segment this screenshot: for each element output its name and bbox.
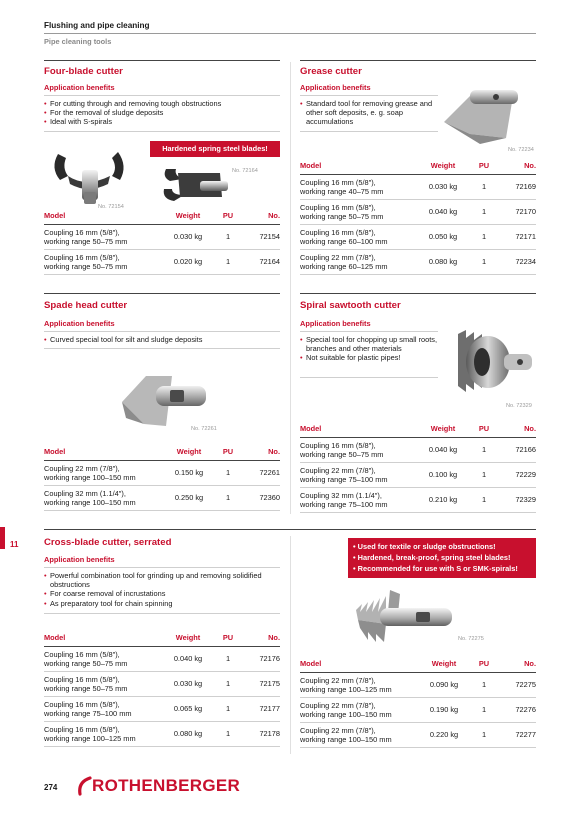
pu-cell: 1 bbox=[472, 462, 496, 487]
weight-cell: 0.040 kg bbox=[160, 646, 216, 671]
spade-title: Spade head cutter bbox=[44, 300, 128, 311]
pu-cell: 1 bbox=[216, 671, 240, 696]
cross-table-left bbox=[44, 630, 280, 747]
model-line: Coupling 32 mm (1.1/4″), bbox=[44, 488, 126, 498]
table-row bbox=[44, 460, 280, 485]
pu-cell: 1 bbox=[472, 249, 496, 274]
table-row bbox=[300, 174, 536, 199]
page-number: 274 bbox=[44, 783, 58, 792]
weight-cell: 0.030 kg bbox=[160, 224, 216, 249]
image-label: No. 72275 bbox=[458, 636, 484, 642]
article-number-cell: 72171 bbox=[496, 224, 536, 249]
article-number-cell: 72177 bbox=[240, 696, 280, 721]
weight-cell: 0.090 kg bbox=[416, 672, 472, 697]
col-weight: Weight bbox=[414, 158, 472, 174]
model-line: Coupling 16 mm (5/8″), bbox=[44, 649, 120, 659]
divider bbox=[300, 377, 438, 378]
column-separator bbox=[290, 62, 291, 514]
image-label: No. 72164 bbox=[232, 168, 258, 174]
brand-logo: ROTHENBERGER bbox=[92, 776, 241, 795]
col-model: Model bbox=[44, 630, 160, 646]
chapter-marker bbox=[0, 527, 5, 549]
table-row bbox=[44, 721, 280, 746]
model-line: working range 100–150 mm bbox=[300, 709, 392, 719]
table-header-row bbox=[44, 208, 280, 224]
col-pu: PU bbox=[216, 208, 240, 224]
weight-cell: 0.150 kg bbox=[162, 460, 216, 485]
table-header-row bbox=[300, 421, 536, 437]
weight-cell: 0.190 kg bbox=[416, 697, 472, 722]
pu-cell: 1 bbox=[472, 199, 496, 224]
article-number-cell: 72166 bbox=[496, 437, 536, 462]
article-number-cell: 72178 bbox=[240, 721, 280, 746]
image-label: No. 72154 bbox=[98, 204, 124, 210]
brand-logo-icon bbox=[74, 776, 94, 796]
col-no: No. bbox=[496, 656, 536, 672]
table-header-row bbox=[300, 158, 536, 174]
spade-benefits-heading: Application benefits bbox=[44, 319, 115, 328]
model-line: Coupling 16 mm (5/8″), bbox=[44, 674, 120, 684]
model-line: working range 40–75 mm bbox=[300, 186, 384, 196]
divider bbox=[44, 95, 280, 96]
model-line: working range 100–125 mm bbox=[300, 684, 392, 694]
model-line: working range 60–100 mm bbox=[300, 236, 388, 246]
benefit-item: • For cutting through and removing tough obstructions bbox=[44, 99, 280, 108]
benefit-item: • Standard tool for removing grease and other soft deposits, e. g. soap accumulations bbox=[300, 99, 440, 127]
pu-cell: 1 bbox=[472, 672, 496, 697]
weight-cell: 0.220 kg bbox=[416, 722, 472, 747]
section-rule bbox=[44, 293, 280, 294]
model-line: working range 60–125 mm bbox=[300, 261, 388, 271]
cross-benefits bbox=[44, 571, 284, 608]
column-separator bbox=[290, 536, 291, 754]
col-no: No. bbox=[240, 444, 280, 460]
pu-cell: 1 bbox=[216, 696, 240, 721]
spiral-table bbox=[300, 421, 536, 513]
table-row bbox=[300, 199, 536, 224]
table-row bbox=[300, 462, 536, 487]
table-row bbox=[300, 224, 536, 249]
col-pu: PU bbox=[472, 656, 496, 672]
badge-line: • Used for textile or sludge obstructions! bbox=[353, 542, 496, 551]
table-row bbox=[300, 487, 536, 512]
model-line: Coupling 16 mm (5/8″), bbox=[300, 440, 376, 450]
model-line: Coupling 22 mm (7/8″), bbox=[300, 725, 376, 735]
spade-head-cutter-image bbox=[116, 368, 212, 430]
col-weight: Weight bbox=[416, 656, 472, 672]
article-number-cell: 72261 bbox=[240, 460, 280, 485]
model-line: Coupling 16 mm (5/8″), bbox=[300, 227, 376, 237]
weight-cell: 0.100 kg bbox=[414, 462, 472, 487]
section-rule bbox=[300, 60, 536, 61]
spiral-benefits-heading: Application benefits bbox=[300, 319, 371, 328]
col-no: No. bbox=[240, 208, 280, 224]
article-number-cell: 72229 bbox=[496, 462, 536, 487]
pu-cell: 1 bbox=[216, 249, 240, 274]
model-line: working range 50–75 mm bbox=[300, 449, 384, 459]
section-header-title: Flushing and pipe cleaning bbox=[44, 21, 150, 30]
badge-line: • Hardened, break-proof, spring steel blades! bbox=[353, 553, 511, 562]
pu-cell: 1 bbox=[472, 174, 496, 199]
grease-benefits-heading: Application benefits bbox=[300, 83, 371, 92]
weight-cell: 0.030 kg bbox=[160, 671, 216, 696]
four-blade-title: Four-blade cutter bbox=[44, 66, 123, 77]
pu-cell: 1 bbox=[216, 224, 240, 249]
weight-cell: 0.065 kg bbox=[160, 696, 216, 721]
model-line: working range 50–75 mm bbox=[44, 261, 128, 271]
divider bbox=[44, 613, 280, 614]
article-number-cell: 72169 bbox=[496, 174, 536, 199]
col-pu: PU bbox=[216, 444, 240, 460]
article-number-cell: 72275 bbox=[496, 672, 536, 697]
model-line: working range 100–150 mm bbox=[44, 497, 136, 507]
pu-cell: 1 bbox=[472, 437, 496, 462]
weight-cell: 0.020 kg bbox=[160, 249, 216, 274]
image-label: No. 72261 bbox=[191, 426, 217, 432]
article-number-cell: 72175 bbox=[240, 671, 280, 696]
hardened-blades-badge: Hardened spring steel blades! bbox=[150, 141, 280, 157]
four-blade-cutter-alt-image bbox=[160, 163, 232, 209]
model-line: Coupling 16 mm (5/8″), bbox=[44, 227, 120, 237]
table-row bbox=[300, 722, 536, 747]
model-line: working range 50–75 mm bbox=[44, 236, 128, 246]
pu-cell: 1 bbox=[472, 487, 496, 512]
weight-cell: 0.080 kg bbox=[414, 249, 472, 274]
col-pu: PU bbox=[216, 630, 240, 646]
model-line: working range 100–150 mm bbox=[44, 472, 136, 482]
model-line: Coupling 16 mm (5/8″), bbox=[44, 724, 120, 734]
article-number-cell: 72164 bbox=[240, 249, 280, 274]
section-rule bbox=[44, 60, 280, 61]
article-number-cell: 72234 bbox=[496, 249, 536, 274]
model-line: Coupling 22 mm (7/8″), bbox=[300, 675, 376, 685]
table-header-row bbox=[300, 656, 536, 672]
section-rule bbox=[44, 529, 536, 530]
divider bbox=[300, 95, 438, 96]
model-line: working range 100–125 mm bbox=[44, 733, 136, 743]
model-line: Coupling 16 mm (5/8″), bbox=[300, 177, 376, 187]
spade-table bbox=[44, 444, 280, 511]
article-number-cell: 72329 bbox=[496, 487, 536, 512]
table-row bbox=[44, 646, 280, 671]
benefit-item: • Powerful combination tool for grinding up and removing solidified obstructions bbox=[44, 571, 284, 589]
article-number-cell: 72176 bbox=[240, 646, 280, 671]
section-rule bbox=[300, 293, 536, 294]
benefit-item: • For coarse removal of incrustations bbox=[44, 589, 284, 598]
cross-title: Cross-blade cutter, serrated bbox=[44, 537, 172, 548]
divider bbox=[44, 348, 280, 349]
table-row bbox=[300, 672, 536, 697]
model-line: Coupling 22 mm (7/8″), bbox=[44, 463, 120, 473]
table-row bbox=[300, 249, 536, 274]
col-pu: PU bbox=[472, 421, 496, 437]
benefit-item: • For the removal of sludge deposits bbox=[44, 108, 280, 117]
weight-cell: 0.250 kg bbox=[162, 485, 216, 510]
pu-cell: 1 bbox=[216, 460, 240, 485]
chapter-number: 11 bbox=[10, 540, 19, 549]
pu-cell: 1 bbox=[472, 224, 496, 249]
col-model: Model bbox=[44, 444, 162, 460]
model-line: Coupling 22 mm (7/8″), bbox=[300, 700, 376, 710]
model-line: Coupling 32 mm (1.1/4″), bbox=[300, 490, 382, 500]
model-line: working range 50–75 mm bbox=[300, 211, 384, 221]
col-model: Model bbox=[300, 656, 416, 672]
spade-benefits bbox=[44, 335, 280, 344]
col-no: No. bbox=[496, 158, 536, 174]
col-weight: Weight bbox=[160, 630, 216, 646]
model-line: working range 75–100 mm bbox=[44, 708, 132, 718]
badge-line: • Recommended for use with S or SMK-spirals! bbox=[353, 564, 518, 573]
table-row bbox=[44, 224, 280, 249]
article-number-cell: 72170 bbox=[496, 199, 536, 224]
cross-blade-cutter-image bbox=[350, 584, 460, 648]
spiral-benefits bbox=[300, 335, 440, 363]
cross-table-right bbox=[300, 656, 536, 748]
pu-cell: 1 bbox=[472, 697, 496, 722]
col-no: No. bbox=[240, 630, 280, 646]
four-blade-cutter-image bbox=[46, 140, 132, 210]
table-row bbox=[44, 249, 280, 274]
divider bbox=[44, 567, 280, 568]
article-number-cell: 72276 bbox=[496, 697, 536, 722]
col-model: Model bbox=[44, 208, 160, 224]
spiral-sawtooth-cutter-image bbox=[452, 324, 536, 400]
benefit-item: • Not suitable for plastic pipes! bbox=[300, 353, 440, 362]
pu-cell: 1 bbox=[216, 485, 240, 510]
divider bbox=[300, 331, 438, 332]
four-blade-benefits bbox=[44, 99, 280, 127]
weight-cell: 0.050 kg bbox=[414, 224, 472, 249]
model-line: Coupling 16 mm (5/8″), bbox=[44, 252, 120, 262]
col-weight: Weight bbox=[414, 421, 472, 437]
model-line: working range 75–100 mm bbox=[300, 499, 388, 509]
col-no: No. bbox=[496, 421, 536, 437]
weight-cell: 0.040 kg bbox=[414, 199, 472, 224]
four-blade-benefits-heading: Application benefits bbox=[44, 83, 115, 92]
article-number-cell: 72360 bbox=[240, 485, 280, 510]
col-pu: PU bbox=[472, 158, 496, 174]
weight-cell: 0.040 kg bbox=[414, 437, 472, 462]
grease-table bbox=[300, 158, 536, 275]
model-line: working range 100–150 mm bbox=[300, 734, 392, 744]
section-header-subtitle: Pipe cleaning tools bbox=[44, 37, 112, 46]
pu-cell: 1 bbox=[216, 646, 240, 671]
weight-cell: 0.030 kg bbox=[414, 174, 472, 199]
weight-cell: 0.210 kg bbox=[414, 487, 472, 512]
col-weight: Weight bbox=[162, 444, 216, 460]
model-line: Coupling 16 mm (5/8″), bbox=[44, 699, 120, 709]
table-row bbox=[44, 485, 280, 510]
table-header-row bbox=[44, 630, 280, 646]
benefit-item: • Ideal with S-spirals bbox=[44, 117, 280, 126]
grease-title: Grease cutter bbox=[300, 66, 362, 77]
cross-usage-badge bbox=[348, 538, 536, 578]
col-weight: Weight bbox=[160, 208, 216, 224]
table-row bbox=[300, 437, 536, 462]
col-model: Model bbox=[300, 158, 414, 174]
image-label: No. 72329 bbox=[506, 403, 532, 409]
spiral-title: Spiral sawtooth cutter bbox=[300, 300, 401, 311]
model-line: working range 50–75 mm bbox=[44, 658, 128, 668]
benefit-item: • As preparatory tool for chain spinning bbox=[44, 599, 284, 608]
model-line: Coupling 22 mm (7/8″), bbox=[300, 465, 376, 475]
model-line: working range 75–100 mm bbox=[300, 474, 388, 484]
table-row bbox=[44, 696, 280, 721]
header-divider bbox=[44, 33, 536, 34]
weight-cell: 0.080 kg bbox=[160, 721, 216, 746]
model-line: Coupling 16 mm (5/8″), bbox=[300, 202, 376, 212]
four-blade-table bbox=[44, 208, 280, 275]
benefit-item: • Special tool for chopping up small roots, branches and other materials bbox=[300, 335, 440, 353]
model-line: working range 50–75 mm bbox=[44, 683, 128, 693]
table-header-row bbox=[44, 444, 280, 460]
image-label: No. 72234 bbox=[508, 147, 534, 153]
table-row bbox=[300, 697, 536, 722]
model-line: Coupling 22 mm (7/8″), bbox=[300, 252, 376, 262]
divider bbox=[44, 331, 280, 332]
grease-benefits bbox=[300, 99, 440, 127]
pu-cell: 1 bbox=[472, 722, 496, 747]
grease-cutter-image bbox=[440, 82, 536, 146]
article-number-cell: 72154 bbox=[240, 224, 280, 249]
divider bbox=[300, 131, 438, 132]
cross-benefits-heading: Application benefits bbox=[44, 555, 115, 564]
table-row bbox=[44, 671, 280, 696]
article-number-cell: 72277 bbox=[496, 722, 536, 747]
divider bbox=[44, 131, 280, 132]
benefit-item: • Curved special tool for silt and sludge deposits bbox=[44, 335, 280, 344]
pu-cell: 1 bbox=[216, 721, 240, 746]
col-model: Model bbox=[300, 421, 414, 437]
